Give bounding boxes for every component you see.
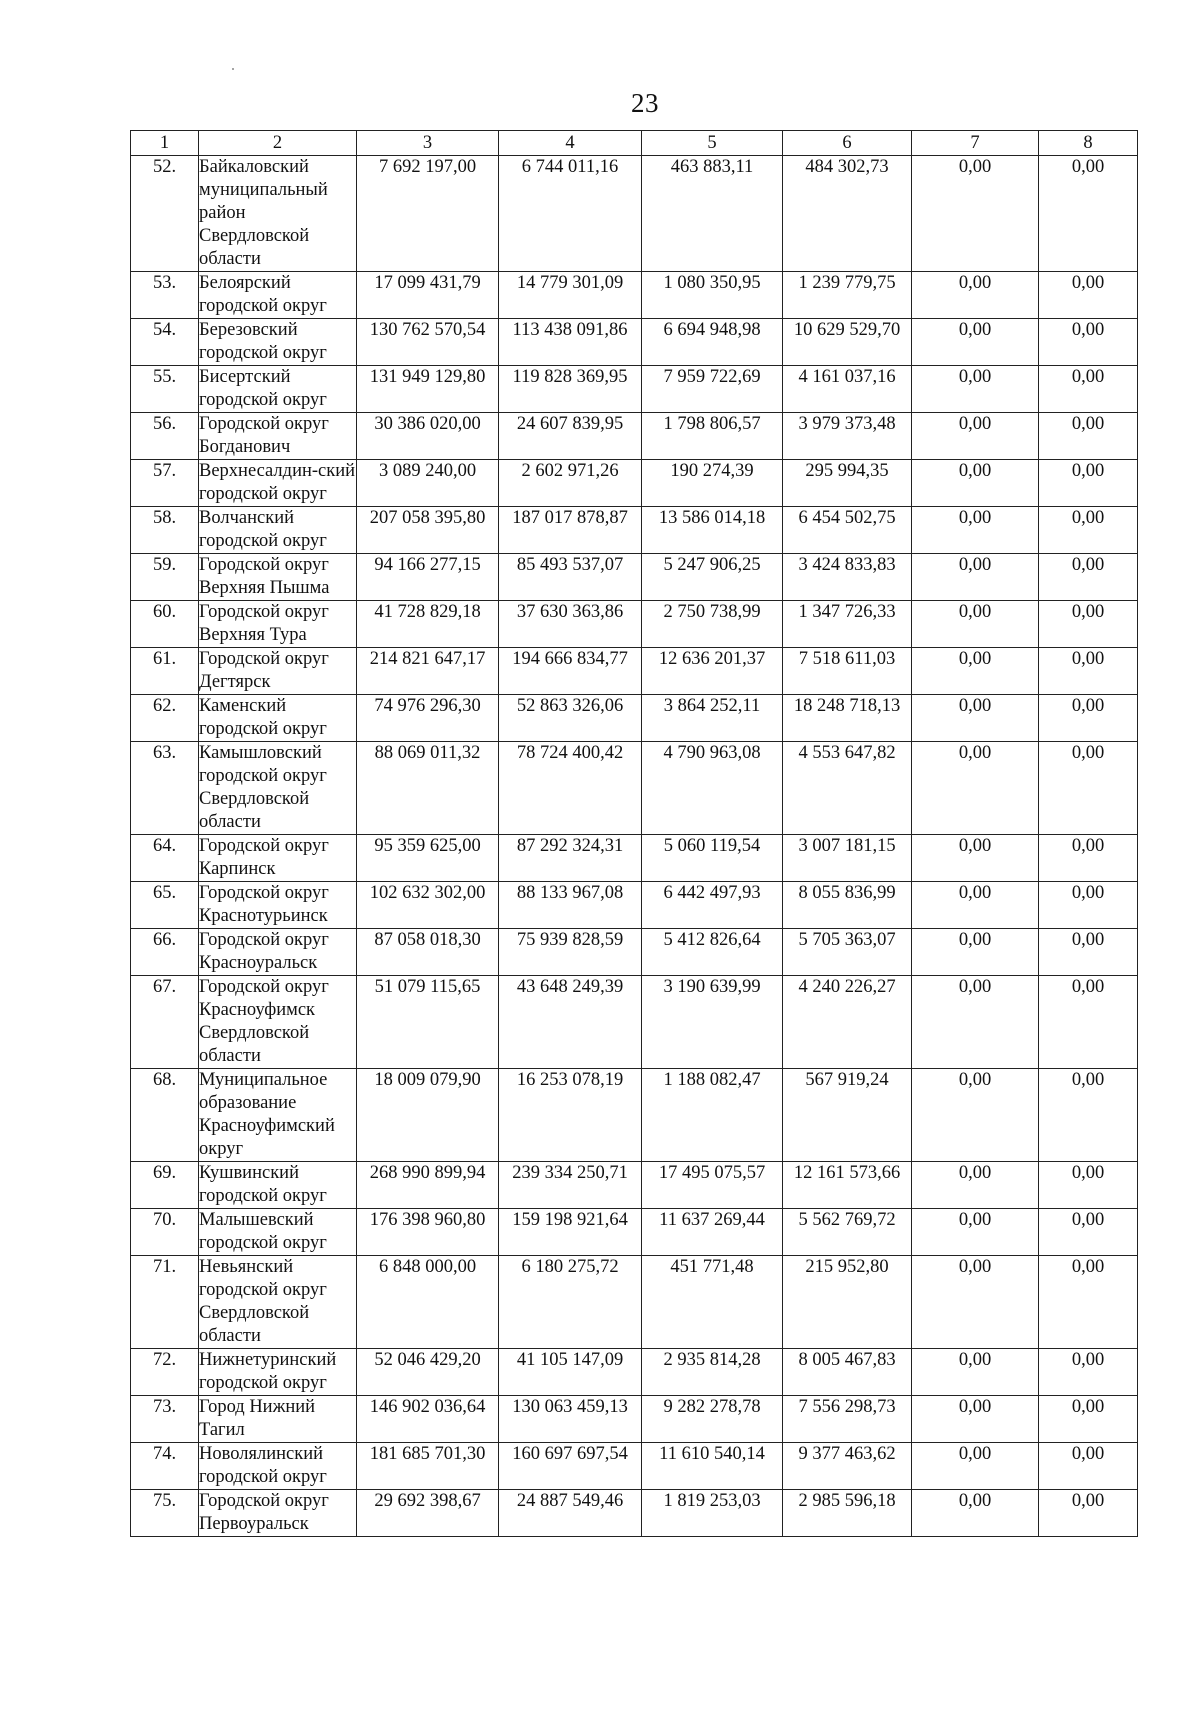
value-col-8: 0,00 [1039,1256,1138,1349]
municipality-name: Белоярский городской округ [199,272,357,319]
value-col-4: 130 063 459,13 [499,1396,642,1443]
table-row [131,1349,1138,1396]
value-col-3: 130 762 570,54 [357,319,499,366]
value-col-8: 0,00 [1039,742,1138,835]
row-number: 53. [131,272,199,319]
table-row [131,882,1138,929]
value-col-8: 0,00 [1039,1069,1138,1162]
value-col-7: 0,00 [912,601,1039,648]
value-col-6: 215 952,80 [783,1256,912,1349]
municipality-name: Новолялинский городской округ [199,1443,357,1490]
value-col-5: 2 935 814,28 [642,1349,783,1396]
table-row [131,1162,1138,1209]
value-col-8: 0,00 [1039,507,1138,554]
municipality-name: Городской округ Верхняя Тура [199,601,357,648]
value-col-5: 1 188 082,47 [642,1069,783,1162]
value-col-8: 0,00 [1039,976,1138,1069]
value-col-5: 4 790 963,08 [642,742,783,835]
value-col-6: 7 556 298,73 [783,1396,912,1443]
table-row [131,742,1138,835]
municipality-name: Городской округ Богданович [199,413,357,460]
column-header: 5 [642,131,783,156]
value-col-7: 0,00 [912,976,1039,1069]
value-col-6: 6 454 502,75 [783,507,912,554]
value-col-8: 0,00 [1039,413,1138,460]
row-number: 70. [131,1209,199,1256]
row-number: 63. [131,742,199,835]
value-col-3: 52 046 429,20 [357,1349,499,1396]
municipality-name: Каменский городской округ [199,695,357,742]
value-col-7: 0,00 [912,1162,1039,1209]
row-number: 58. [131,507,199,554]
value-col-8: 0,00 [1039,272,1138,319]
table-row [131,156,1138,272]
value-col-5: 13 586 014,18 [642,507,783,554]
column-header: 1 [131,131,199,156]
scan-speck [232,68,234,70]
value-col-6: 18 248 718,13 [783,695,912,742]
value-col-4: 160 697 697,54 [499,1443,642,1490]
value-col-8: 0,00 [1039,156,1138,272]
row-number: 65. [131,882,199,929]
municipality-name: Малышевский городской округ [199,1209,357,1256]
value-col-3: 87 058 018,30 [357,929,499,976]
row-number: 56. [131,413,199,460]
table-row [131,460,1138,507]
column-header: 6 [783,131,912,156]
value-col-6: 295 994,35 [783,460,912,507]
municipality-name: Верхнесалдин-ский городской округ [199,460,357,507]
value-col-8: 0,00 [1039,1443,1138,1490]
value-col-4: 6 180 275,72 [499,1256,642,1349]
value-col-6: 484 302,73 [783,156,912,272]
value-col-7: 0,00 [912,460,1039,507]
table-row [131,413,1138,460]
value-col-5: 1 080 350,95 [642,272,783,319]
value-col-6: 12 161 573,66 [783,1162,912,1209]
value-col-6: 4 240 226,27 [783,976,912,1069]
municipality-name: Городской округ Дегтярск [199,648,357,695]
value-col-3: 17 099 431,79 [357,272,499,319]
municipality-name: Бисертский городской округ [199,366,357,413]
value-col-7: 0,00 [912,1256,1039,1349]
municipality-name: Нижнетуринский городской округ [199,1349,357,1396]
value-col-4: 119 828 369,95 [499,366,642,413]
budget-table [130,130,1138,1537]
value-col-6: 3 424 833,83 [783,554,912,601]
value-col-8: 0,00 [1039,554,1138,601]
value-col-3: 18 009 079,90 [357,1069,499,1162]
table-row [131,1069,1138,1162]
table-row [131,601,1138,648]
row-number: 61. [131,648,199,695]
column-header: 8 [1039,131,1138,156]
row-number: 75. [131,1490,199,1537]
row-number: 59. [131,554,199,601]
value-col-7: 0,00 [912,882,1039,929]
value-col-5: 451 771,48 [642,1256,783,1349]
table-row [131,1209,1138,1256]
municipality-name: Городской округ Краснотурьинск [199,882,357,929]
value-col-6: 2 985 596,18 [783,1490,912,1537]
table-row [131,1443,1138,1490]
row-number: 68. [131,1069,199,1162]
value-col-3: 131 949 129,80 [357,366,499,413]
value-col-4: 52 863 326,06 [499,695,642,742]
value-col-6: 8 005 467,83 [783,1349,912,1396]
value-col-7: 0,00 [912,1396,1039,1443]
value-col-8: 0,00 [1039,929,1138,976]
value-col-8: 0,00 [1039,835,1138,882]
value-col-4: 194 666 834,77 [499,648,642,695]
value-col-5: 12 636 201,37 [642,648,783,695]
municipality-name: Муниципальное образование Красноуфимский округ [199,1069,357,1162]
value-col-6: 7 518 611,03 [783,648,912,695]
value-col-3: 102 632 302,00 [357,882,499,929]
municipality-name: Городской округ Верхняя Пышма [199,554,357,601]
value-col-3: 29 692 398,67 [357,1490,499,1537]
row-number: 73. [131,1396,199,1443]
value-col-3: 176 398 960,80 [357,1209,499,1256]
value-col-5: 9 282 278,78 [642,1396,783,1443]
table-row [131,1490,1138,1537]
value-col-7: 0,00 [912,507,1039,554]
value-col-7: 0,00 [912,319,1039,366]
value-col-7: 0,00 [912,1490,1039,1537]
value-col-3: 207 058 395,80 [357,507,499,554]
value-col-4: 2 602 971,26 [499,460,642,507]
row-number: 74. [131,1443,199,1490]
value-col-4: 78 724 400,42 [499,742,642,835]
value-col-3: 51 079 115,65 [357,976,499,1069]
municipality-name: Городской округ Красноуральск [199,929,357,976]
row-number: 54. [131,319,199,366]
value-col-8: 0,00 [1039,460,1138,507]
municipality-name: Кушвинский городской округ [199,1162,357,1209]
municipality-name: Камышловский городской округ Свердловской области [199,742,357,835]
value-col-7: 0,00 [912,272,1039,319]
table-row [131,319,1138,366]
value-col-5: 3 190 639,99 [642,976,783,1069]
municipality-name: Невьянский городской округ Свердловской области [199,1256,357,1349]
value-col-7: 0,00 [912,648,1039,695]
value-col-4: 239 334 250,71 [499,1162,642,1209]
value-col-4: 37 630 363,86 [499,601,642,648]
value-col-5: 463 883,11 [642,156,783,272]
row-number: 60. [131,601,199,648]
value-col-7: 0,00 [912,835,1039,882]
table-row [131,507,1138,554]
municipality-name: Город Нижний Тагил [199,1396,357,1443]
table-row [131,929,1138,976]
municipality-name: Городской округ Карпинск [199,835,357,882]
value-col-4: 14 779 301,09 [499,272,642,319]
value-col-4: 187 017 878,87 [499,507,642,554]
value-col-3: 6 848 000,00 [357,1256,499,1349]
table-row [131,272,1138,319]
table-row [131,554,1138,601]
value-col-6: 1 347 726,33 [783,601,912,648]
value-col-4: 75 939 828,59 [499,929,642,976]
table-row [131,648,1138,695]
value-col-7: 0,00 [912,1069,1039,1162]
value-col-5: 11 637 269,44 [642,1209,783,1256]
value-col-6: 10 629 529,70 [783,319,912,366]
value-col-3: 74 976 296,30 [357,695,499,742]
table-row [131,976,1138,1069]
column-header: 2 [199,131,357,156]
value-col-3: 30 386 020,00 [357,413,499,460]
value-col-6: 4 553 647,82 [783,742,912,835]
value-col-8: 0,00 [1039,601,1138,648]
row-number: 71. [131,1256,199,1349]
page-number: 23 [631,88,659,118]
header-row [131,131,1138,156]
row-number: 64. [131,835,199,882]
value-col-8: 0,00 [1039,1162,1138,1209]
value-col-5: 6 442 497,93 [642,882,783,929]
value-col-8: 0,00 [1039,319,1138,366]
value-col-5: 6 694 948,98 [642,319,783,366]
value-col-8: 0,00 [1039,1490,1138,1537]
value-col-5: 1 798 806,57 [642,413,783,460]
row-number: 67. [131,976,199,1069]
value-col-8: 0,00 [1039,366,1138,413]
column-header: 4 [499,131,642,156]
value-col-4: 16 253 078,19 [499,1069,642,1162]
value-col-4: 24 607 839,95 [499,413,642,460]
row-number: 66. [131,929,199,976]
value-col-4: 87 292 324,31 [499,835,642,882]
row-number: 52. [131,156,199,272]
value-col-7: 0,00 [912,1209,1039,1256]
value-col-4: 43 648 249,39 [499,976,642,1069]
value-col-6: 567 919,24 [783,1069,912,1162]
value-col-3: 146 902 036,64 [357,1396,499,1443]
value-col-8: 0,00 [1039,1349,1138,1396]
value-col-3: 41 728 829,18 [357,601,499,648]
value-col-5: 11 610 540,14 [642,1443,783,1490]
row-number: 62. [131,695,199,742]
value-col-6: 5 705 363,07 [783,929,912,976]
value-col-4: 41 105 147,09 [499,1349,642,1396]
row-number: 55. [131,366,199,413]
table-row [131,366,1138,413]
value-col-6: 5 562 769,72 [783,1209,912,1256]
value-col-6: 8 055 836,99 [783,882,912,929]
value-col-4: 6 744 011,16 [499,156,642,272]
value-col-6: 9 377 463,62 [783,1443,912,1490]
value-col-5: 2 750 738,99 [642,601,783,648]
value-col-8: 0,00 [1039,695,1138,742]
table-body [131,156,1138,1537]
value-col-3: 181 685 701,30 [357,1443,499,1490]
value-col-3: 94 166 277,15 [357,554,499,601]
value-col-5: 7 959 722,69 [642,366,783,413]
value-col-5: 17 495 075,57 [642,1162,783,1209]
municipality-name: Байкаловский муниципальный район Свердловской области [199,156,357,272]
table-row [131,695,1138,742]
value-col-8: 0,00 [1039,882,1138,929]
value-col-7: 0,00 [912,1349,1039,1396]
value-col-3: 3 089 240,00 [357,460,499,507]
value-col-6: 4 161 037,16 [783,366,912,413]
value-col-4: 113 438 091,86 [499,319,642,366]
municipality-name: Городской округ Красноуфимск Свердловской области [199,976,357,1069]
value-col-8: 0,00 [1039,1396,1138,1443]
value-col-7: 0,00 [912,929,1039,976]
value-col-3: 7 692 197,00 [357,156,499,272]
municipality-name: Волчанский городской округ [199,507,357,554]
value-col-7: 0,00 [912,554,1039,601]
municipality-name: Березовский городской округ [199,319,357,366]
value-col-5: 5 247 906,25 [642,554,783,601]
value-col-4: 88 133 967,08 [499,882,642,929]
municipality-name: Городской округ Первоуральск [199,1490,357,1537]
value-col-6: 3 979 373,48 [783,413,912,460]
value-col-3: 214 821 647,17 [357,648,499,695]
value-col-4: 24 887 549,46 [499,1490,642,1537]
value-col-6: 1 239 779,75 [783,272,912,319]
value-col-8: 0,00 [1039,648,1138,695]
row-number: 72. [131,1349,199,1396]
column-header: 7 [912,131,1039,156]
row-number: 57. [131,460,199,507]
value-col-4: 159 198 921,64 [499,1209,642,1256]
value-col-5: 5 412 826,64 [642,929,783,976]
value-col-5: 1 819 253,03 [642,1490,783,1537]
value-col-4: 85 493 537,07 [499,554,642,601]
value-col-3: 95 359 625,00 [357,835,499,882]
table-row [131,835,1138,882]
value-col-7: 0,00 [912,1443,1039,1490]
value-col-6: 3 007 181,15 [783,835,912,882]
value-col-7: 0,00 [912,156,1039,272]
value-col-3: 268 990 899,94 [357,1162,499,1209]
value-col-7: 0,00 [912,742,1039,835]
value-col-7: 0,00 [912,366,1039,413]
value-col-7: 0,00 [912,413,1039,460]
value-col-5: 190 274,39 [642,460,783,507]
table-row [131,1396,1138,1443]
value-col-8: 0,00 [1039,1209,1138,1256]
row-number: 69. [131,1162,199,1209]
value-col-7: 0,00 [912,695,1039,742]
value-col-5: 5 060 119,54 [642,835,783,882]
value-col-3: 88 069 011,32 [357,742,499,835]
column-header: 3 [357,131,499,156]
table-row [131,1256,1138,1349]
value-col-5: 3 864 252,11 [642,695,783,742]
